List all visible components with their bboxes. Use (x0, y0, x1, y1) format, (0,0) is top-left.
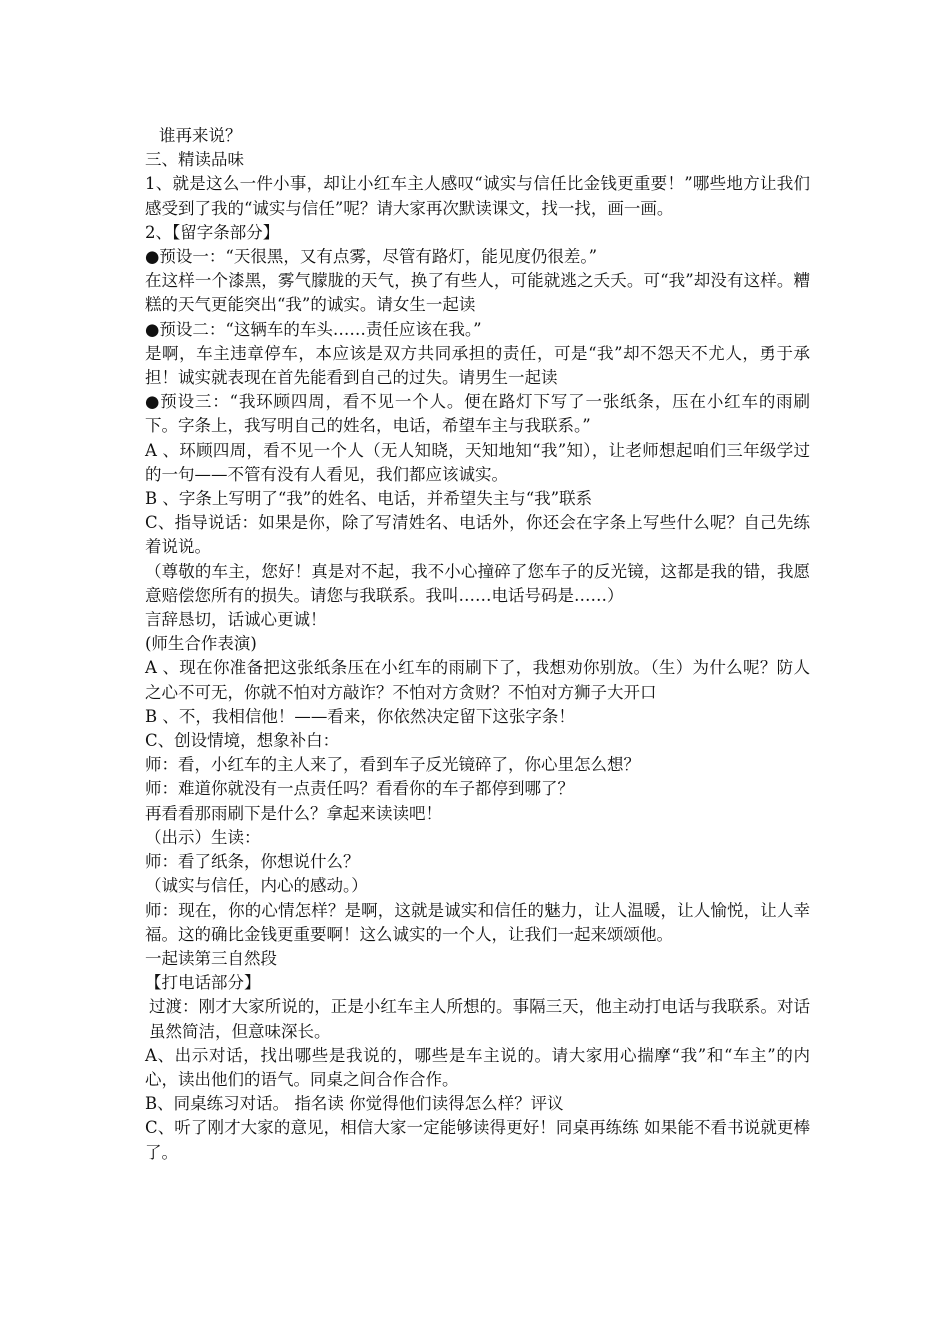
paragraph: B、同桌练习对话。 指名读 你觉得他们读得怎么样？评议 (145, 1094, 564, 1114)
paragraph: A 、环顾四周，看不见一个人（无人知晓，天知地知“我”知），让老师想起咱们三年级学过的一句——不管有没有人看见，我们都应该诚实。 (145, 440, 810, 484)
paragraph: 言辞恳切，话诚心更诚！ (145, 610, 327, 630)
bullet-paragraph: ●预设一：“天很黑，又有点雾，尽管有路灯，能见度仍很差。” (145, 247, 598, 267)
paragraph: 再看看那雨刷下是什么？拿起来读读吧！ (145, 803, 442, 823)
paragraph: C、创设情境，想象补白： (145, 731, 340, 751)
bullet-paragraph: ●预设三：“我环顾四周，看不见一个人。便在路灯下写了一张纸条，压在小红车的雨刷下。字条上，我写明自己的姓名，电话，希望车主与我联系。” (145, 392, 810, 436)
paragraph: C、指导说话：如果是你，除了写清姓名、电话外，你还会在字条上写些什么呢？自己先练着说说。 (145, 513, 810, 557)
paragraph: 师：看，小红车的主人来了，看到车子反光镜碎了，你心里怎么想？ (145, 755, 640, 775)
paragraph: B 、字条上写明了“我”的姓名、电话，并希望失主与“我”联系 (145, 489, 593, 509)
paragraph: 1、就是这么一件小事，却让小红车主人感叹“诚实与信任比金钱更重要！”哪些地方让我们感受到了我的“诚实与信任”呢？请大家再次默读课文，找一找，画一画。 (145, 174, 810, 218)
paragraph: A 、现在你准备把这张纸条压在小红车的雨刷下了，我想劝你别放。（生）为什么呢？防人之心不可无，你就不怕对方敲诈？不怕对方贪财？不怕对方狮子大开口 (145, 658, 810, 702)
paragraph: 师：现在，你的心情怎样？是啊，这就是诚实和信任的魅力，让人温暖，让人愉悦，让人幸福。这的确比金钱更重要啊！这么诚实的一个人，让我们一起来颂颂他。 (145, 900, 810, 944)
bullet-paragraph: ●预设二：“这辆车的车头……责任应该在我。” (145, 319, 482, 339)
paragraph: （尊敬的车主，您好！真是对不起，我不小心撞碎了您车子的反光镜，这都是我的错，我愿意赔偿您所有的损失。请您与我联系。我叫……电话号码是……） (145, 561, 810, 605)
paragraph: 在这样一个漆黑，雾气朦胧的天气，换了有些人，可能就逃之夭夭。可“我”却没有这样。糟糕的天气更能突出“我”的诚实。请女生一起读 (145, 271, 810, 315)
paragraph: 一起读第三自然段 (145, 948, 277, 968)
paragraph: (师生合作表演) (145, 634, 257, 654)
document-body (145, 124, 810, 1165)
paragraph: 过渡：刚才大家所说的，正是小红车主人所想的。事隔三天，他主动打电话与我联系。对话虽然简洁，但意味深长。 (149, 997, 810, 1041)
paragraph: 师：看了纸条，你想说什么？ (145, 852, 360, 872)
paragraph: C、听了刚才大家的意见，相信大家一定能够读得更好！同桌再练练 如果能不看书说就更棒了。 (145, 1118, 810, 1162)
section-heading: 三、精读品味 (145, 150, 244, 170)
subsection-heading: 2、【留字条部分】 (145, 222, 280, 242)
paragraph: 谁再来说？ (159, 126, 242, 145)
paragraph: （诚实与信任，内心的感动。） (145, 876, 368, 896)
paragraph: 是啊，车主违章停车，本应该是双方共同承担的责任，可是“我”却不怨天不尤人，勇于承担！诚实就表现在首先能看到自己的过失。请男生一起读 (145, 343, 810, 388)
paragraph: 师：难道你就没有一点责任吗？看看你的车子都停到哪了？ (145, 779, 574, 799)
paragraph: A、出示对话，找出哪些是我说的，哪些是车主说的。请大家用心揣摩“我”和“车主”的内心，读出他们的语气。同桌之间合作合作。 (145, 1045, 810, 1089)
subsection-heading: 【打电话部分】 (145, 973, 261, 993)
paragraph: B 、不，我相信他！——看来，你依然决定留下这张字条！ (145, 706, 575, 726)
paragraph: （出示）生读： (145, 827, 261, 847)
